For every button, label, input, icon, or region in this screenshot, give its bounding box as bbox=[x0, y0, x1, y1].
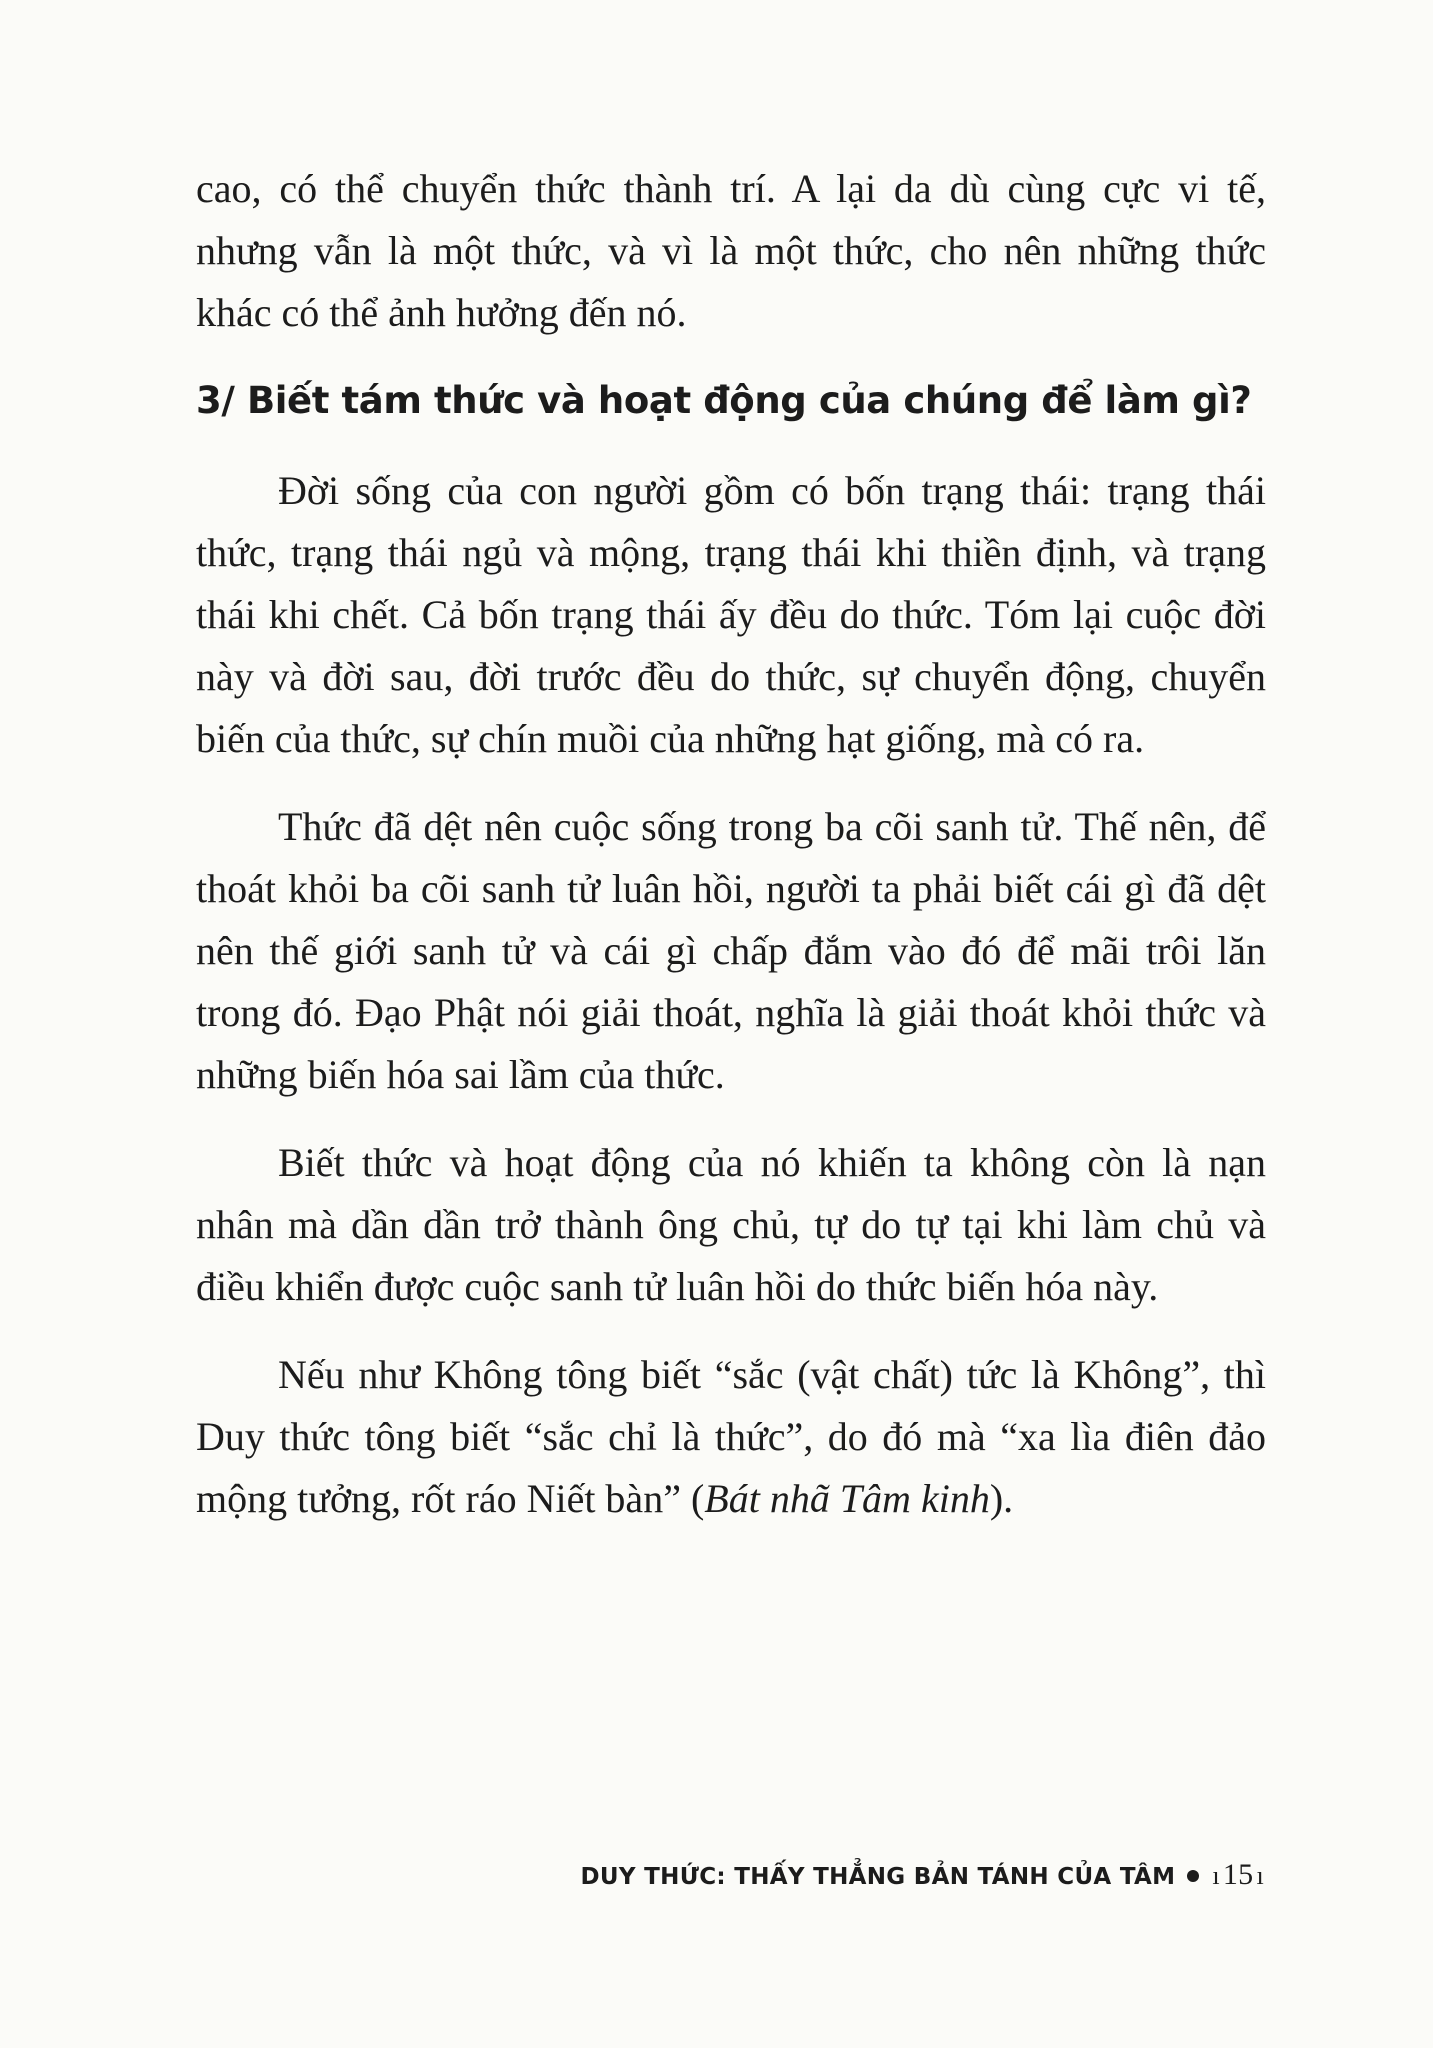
page-number: 15 bbox=[1222, 1858, 1254, 1891]
bracket-left-icon: ı bbox=[1212, 1861, 1220, 1890]
sutra-title: Bát nhã Tâm kinh bbox=[704, 1476, 990, 1521]
section-heading: 3/ Biết tám thức và hoạt động của chúng để làm gì? bbox=[196, 379, 1252, 422]
bracket-right-icon: ı bbox=[1256, 1861, 1264, 1890]
paragraph-continued: cao, có thể chuyển thức thành trí. A lại da dù cùng cực vi tế, nhưng vẫn là một thức, và vì là một thức, cho nên những thức khác có thể ảnh hưởng đến nó. bbox=[196, 166, 1266, 335]
paragraph-sunyata-end: ). bbox=[989, 1476, 1014, 1521]
page-body bbox=[196, 158, 1266, 1530]
running-title: DUY THỨC: THẤY THẲNG BẢN TÁNH CỦA TÂM bbox=[580, 1864, 1176, 1890]
bullet-dot-icon bbox=[1187, 1870, 1199, 1882]
paragraph-three-realms: Thức đã dệt nên cuộc sống trong ba cõi sanh tử. Thế nên, để thoát khỏi ba cõi sanh tử luân hồi, người ta phải biết cái gì đã dệt nên thế giới sanh tử và cái gì chấp đắm vào đó để mãi trôi lăn trong đó. Đạo Phật nói giải thoát, nghĩa là giải thoát khỏi thức và những biến hóa sai lầm của thức. bbox=[196, 804, 1266, 1097]
running-footer bbox=[581, 1858, 1267, 1892]
paragraph-sunyata bbox=[196, 1344, 1266, 1530]
paragraph-master: Biết thức và hoạt động của nó khiến ta không còn là nạn nhân mà dần dần trở thành ông chủ, tự do tự tại khi làm chủ và điều khiển được cuộc sanh tử luân hồi do thức biến hóa này. bbox=[196, 1140, 1266, 1309]
paragraph-four-states: Đời sống của con người gồm có bốn trạng thái: trạng thái thức, trạng thái ngủ và mộng, trạng thái khi thiền định, và trạng thái khi chết. Cả bốn trạng thái ấy đều do thức. Tóm lại cuộc đời này và đời sau, đời trước đều do thức, sự chuyển động, chuyển biến của thức, sự chín muồi của những hạt giống, mà có ra. bbox=[196, 468, 1266, 761]
paragraph-sunyata-text: Nếu như Không tông biết “sắc (vật chất) tức là Không”, thì Duy thức tông biết “sắc chỉ là thức”, do đó mà “xa lìa điên đảo mộng tưởng, rốt ráo Niết bàn” ( bbox=[196, 1352, 1266, 1521]
